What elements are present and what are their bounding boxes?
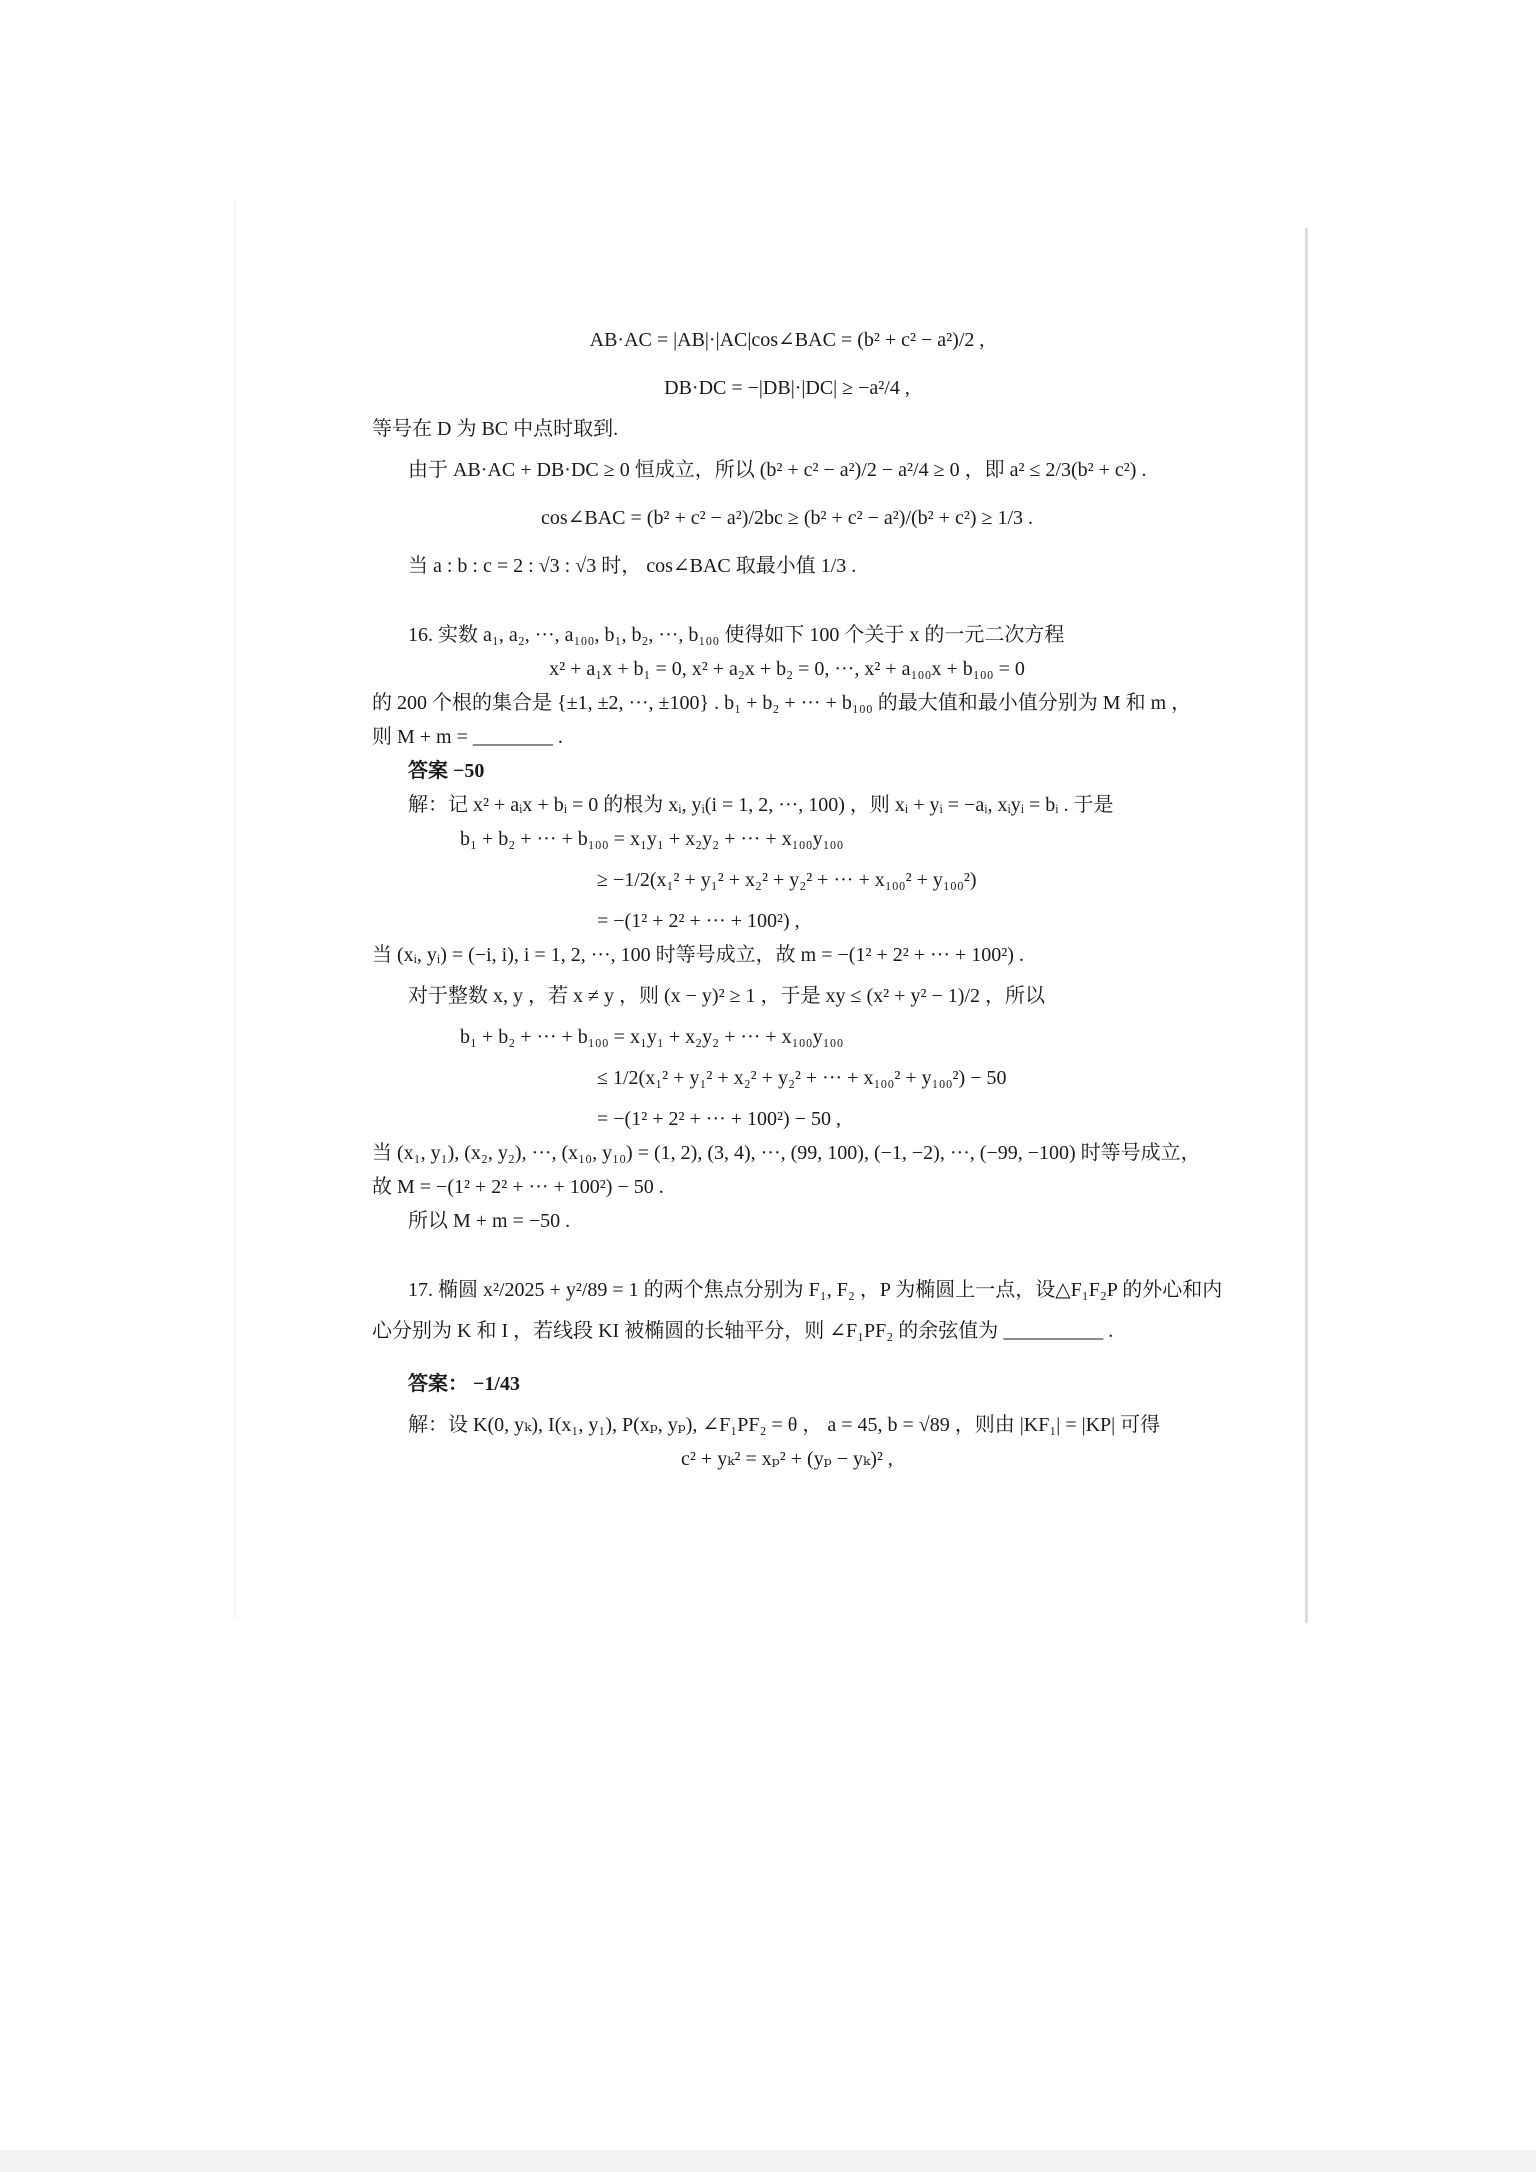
solution-16: 解：记 x² + aᵢx + bᵢ = 0 的根为 xᵢ, yᵢ(i = 1, 2, ···, 100) ，则 xᵢ + yᵢ = −aᵢ, xᵢyᵢ = bᵢ . 于是 (408, 794, 1114, 816)
problem-17-statement: 17. 椭圆 x²/2025 + y²/89 = 1 的两个焦点分别为 F₁, F₂ ，P 为椭圆上一点，设△F₁F₂P 的外心和内 (408, 1279, 1223, 1301)
formula-line: = −(1² + 2² + ··· + 100²) − 50 , (597, 1108, 841, 1130)
text-line: 心分别为 K 和 I ，若线段 KI 被椭圆的长轴平分，则 ∠F₁PF₂ 的余弦值为 __________ . (372, 1320, 1114, 1342)
text-line: 当 (xᵢ, yᵢ) = (−i, i), i = 1, 2, ···, 100 时等号成立，故 m = −(1² + 2² + ··· + 100²) . (372, 944, 1024, 966)
formula-line: ≥ −1/2(x₁² + y₁² + x₂² + y₂² + ··· + x₁₀₀² + y₁₀₀²) (597, 869, 977, 891)
text-line: 对于整数 x, y ，若 x ≠ y ，则 (x − y)² ≥ 1 ，于是 xy ≤ (x² + y² − 1)/2 ，所以 (408, 985, 1045, 1007)
formula-line: = −(1² + 2² + ··· + 100²) , (597, 910, 800, 932)
formula-line: b₁ + b₂ + ··· + b₁₀₀ = x₁y₁ + x₂y₂ + ··· + x₁₀₀y₁₀₀ (460, 828, 844, 850)
formula-line: c² + yₖ² = xₚ² + (yₚ − yₖ)² , (681, 1448, 893, 1470)
formula-line: cos∠BAC = (b² + c² − a²)/2bc ≥ (b² + c² − a²)/(b² + c²) ≥ 1/3 . (540, 507, 1034, 529)
text-line: 等号在 D 为 BC 中点时取到. (372, 418, 619, 440)
formula-line: DB·DC = −|DB|·|DC| ≥ −a²/4 , (664, 377, 910, 399)
document-page (372, 316, 1223, 1476)
text-line: 当 a : b : c = 2 : √3 : √3 时， cos∠BAC 取最小值 1/3 . (408, 555, 857, 577)
text-line: 当 (x₁, y₁), (x₂, y₂), ···, (x₁₀, y₁₀) = (1, 2), (3, 4), ···, (99, 100), (−1, −2), ···, (−99, −100) 时等号成立， (372, 1142, 1201, 1164)
text-line: 由于 AB·AC + DB·DC ≥ 0 恒成立，所以 (b² + c² − a²)/2 − a²/4 ≥ 0 ，即 a² ≤ 2/3(b² + c²) . (408, 459, 1147, 481)
problem-16-statement: 16. 实数 a₁, a₂, ···, a₁₀₀, b₁, b₂, ···, b₁₀₀ 使得如下 100 个关于 x 的一元二次方程 (408, 624, 1065, 646)
formula-line: x² + a₁x + b₁ = 0, x² + a₂x + b₂ = 0, ···, x² + a₁₀₀x + b₁₀₀ = 0 (549, 658, 1025, 680)
scan-edge-left (234, 200, 235, 1620)
answer-16: 答案 −50 (408, 760, 485, 782)
formula-line: AB·AC = |AB|·|AC|cos∠BAC = (b² + c² − a²)/2 , (589, 329, 985, 351)
text-line: 故 M = −(1² + 2² + ··· + 100²) − 50 . (372, 1176, 664, 1198)
scan-edge-bottom (0, 2150, 1536, 2172)
text-line: 的 200 个根的集合是 {±1, ±2, ···, ±100} . b₁ + b₂ + ··· + b₁₀₀ 的最大值和最小值分别为 M 和 m ， (372, 692, 1192, 714)
solution-17: 解：设 K(0, yₖ), I(x₁, y₁), P(xₚ, yₚ), ∠F₁PF₂ = θ ， a = 45, b = √89 ，则由 |KF₁| = |KP| 可得 (408, 1414, 1161, 1436)
answer-17: 答案： −1/43 (408, 1373, 520, 1395)
text-line: 所以 M + m = −50 . (408, 1210, 571, 1232)
formula-line: b₁ + b₂ + ··· + b₁₀₀ = x₁y₁ + x₂y₂ + ··· + x₁₀₀y₁₀₀ (460, 1026, 844, 1048)
formula-line: ≤ 1/2(x₁² + y₁² + x₂² + y₂² + ··· + x₁₀₀² + y₁₀₀²) − 50 (597, 1067, 1007, 1089)
text-line: 则 M + m = ________ . (372, 726, 563, 748)
scan-edge-right (1305, 228, 1308, 1623)
